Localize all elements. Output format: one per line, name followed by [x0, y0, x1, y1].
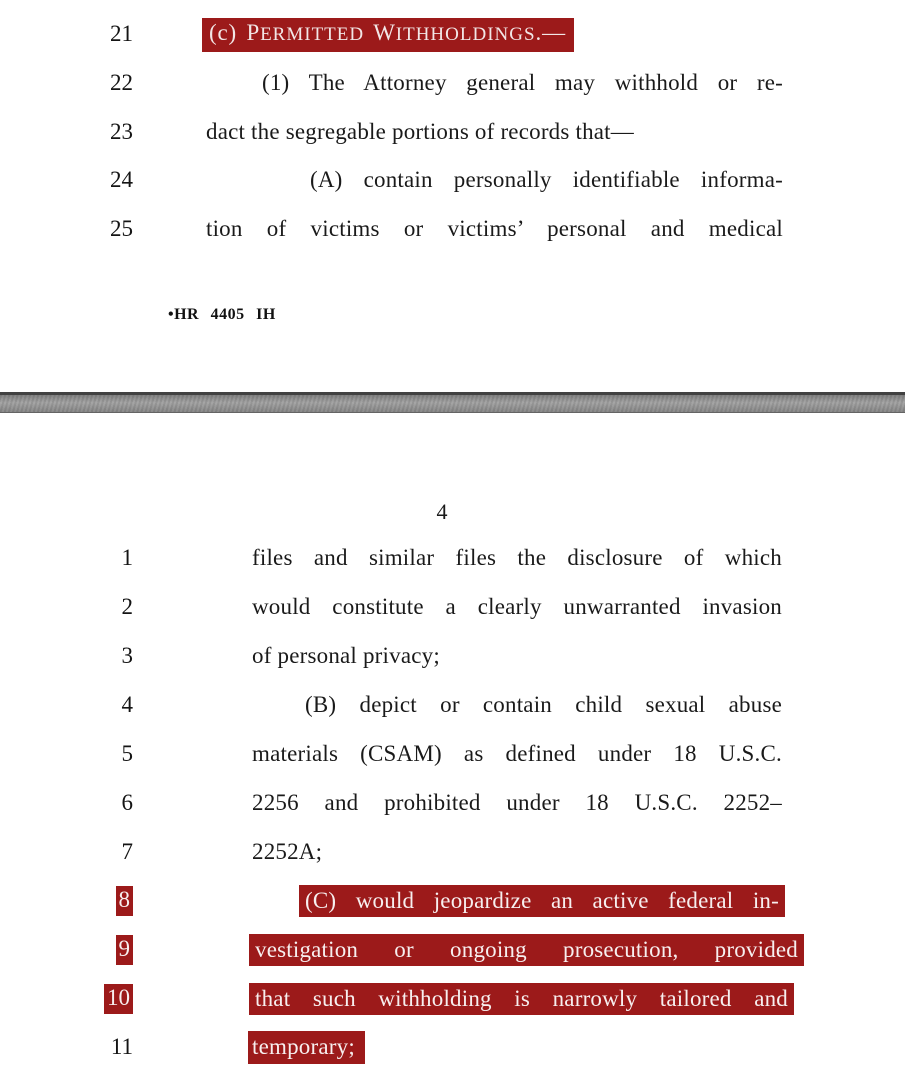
bill-line	[0, 541, 905, 575]
highlighted-word: temporary;	[248, 1031, 365, 1064]
line-number: 22	[110, 70, 133, 95]
line-number: 23	[110, 119, 133, 144]
line-text: of personal privacy;	[252, 643, 440, 668]
line-number: 11	[110, 1034, 133, 1059]
line-number: 2	[121, 594, 133, 619]
bill-line	[0, 212, 905, 246]
bill-line	[0, 1030, 905, 1064]
line-text: (B) depict or contain child sexual abuse	[305, 692, 782, 717]
bill-line	[0, 835, 905, 869]
line-text: dact the segregable portions of records that—	[206, 119, 634, 144]
bill-line	[0, 981, 905, 1015]
heading-text: (c) P	[209, 20, 261, 45]
highlighted-line-number: 9	[55, 932, 133, 966]
line-number: 4	[121, 692, 133, 717]
line-text: (A) contain personally identifiable informa-	[310, 167, 783, 192]
heading-text: W	[364, 20, 396, 45]
line-text: files and similar files the disclosure of which	[252, 545, 782, 570]
line-number: 24	[110, 167, 133, 192]
highlighted-line-text: vestigation or ongoing prosecution, provided	[249, 934, 804, 966]
bill-line	[0, 737, 905, 771]
bill-line	[0, 590, 905, 624]
bill-line	[0, 66, 905, 100]
bill-line	[0, 688, 905, 722]
bill-page-4	[0, 413, 905, 1079]
line-text: 2256 and prohibited under 18 U.S.C. 2252–	[252, 790, 782, 815]
line-number: 7	[121, 839, 133, 864]
bill-line	[0, 786, 905, 820]
bill-line	[0, 932, 905, 966]
page-number: 4	[436, 499, 448, 524]
line-number: 21	[110, 21, 133, 46]
bill-line	[0, 115, 905, 149]
heading-text: .—	[535, 20, 566, 45]
highlighted-line-text: (C) would jeopardize an active federal in-	[299, 885, 785, 917]
line-text: 2252A;	[252, 839, 323, 864]
page-divider	[0, 392, 905, 413]
page-footer: •HR 4405 IH	[168, 306, 276, 323]
line-text: (1) The Attorney general may withhold or re-	[262, 70, 783, 95]
highlighted-line-number: 10	[55, 981, 133, 1015]
highlighted-line-number: 8	[55, 883, 133, 917]
section-heading-highlight	[202, 18, 574, 52]
bill-line	[0, 17, 905, 51]
line-text: materials (CSAM) as defined under 18 U.S.C.	[252, 741, 782, 766]
highlighted-line-text: that such withholding is narrowly tailored and	[249, 983, 794, 1015]
bill-line	[0, 883, 905, 917]
line-number: 1	[121, 545, 133, 570]
heading-smallcaps: ERMITTED	[260, 24, 365, 45]
line-number: 6	[121, 790, 133, 815]
line-text: tion of victims or victims’ personal and medical	[206, 216, 783, 241]
heading-smallcaps: ITHHOLDINGS	[395, 24, 536, 45]
line-number: 3	[121, 643, 133, 668]
bill-line	[0, 639, 905, 673]
line-number: 5	[121, 741, 133, 766]
bill-page-3	[0, 0, 905, 392]
bill-line	[0, 163, 905, 197]
line-text	[252, 1030, 365, 1064]
line-text: would constitute a clearly unwarranted invasion	[252, 594, 782, 619]
line-number: 25	[110, 216, 133, 241]
